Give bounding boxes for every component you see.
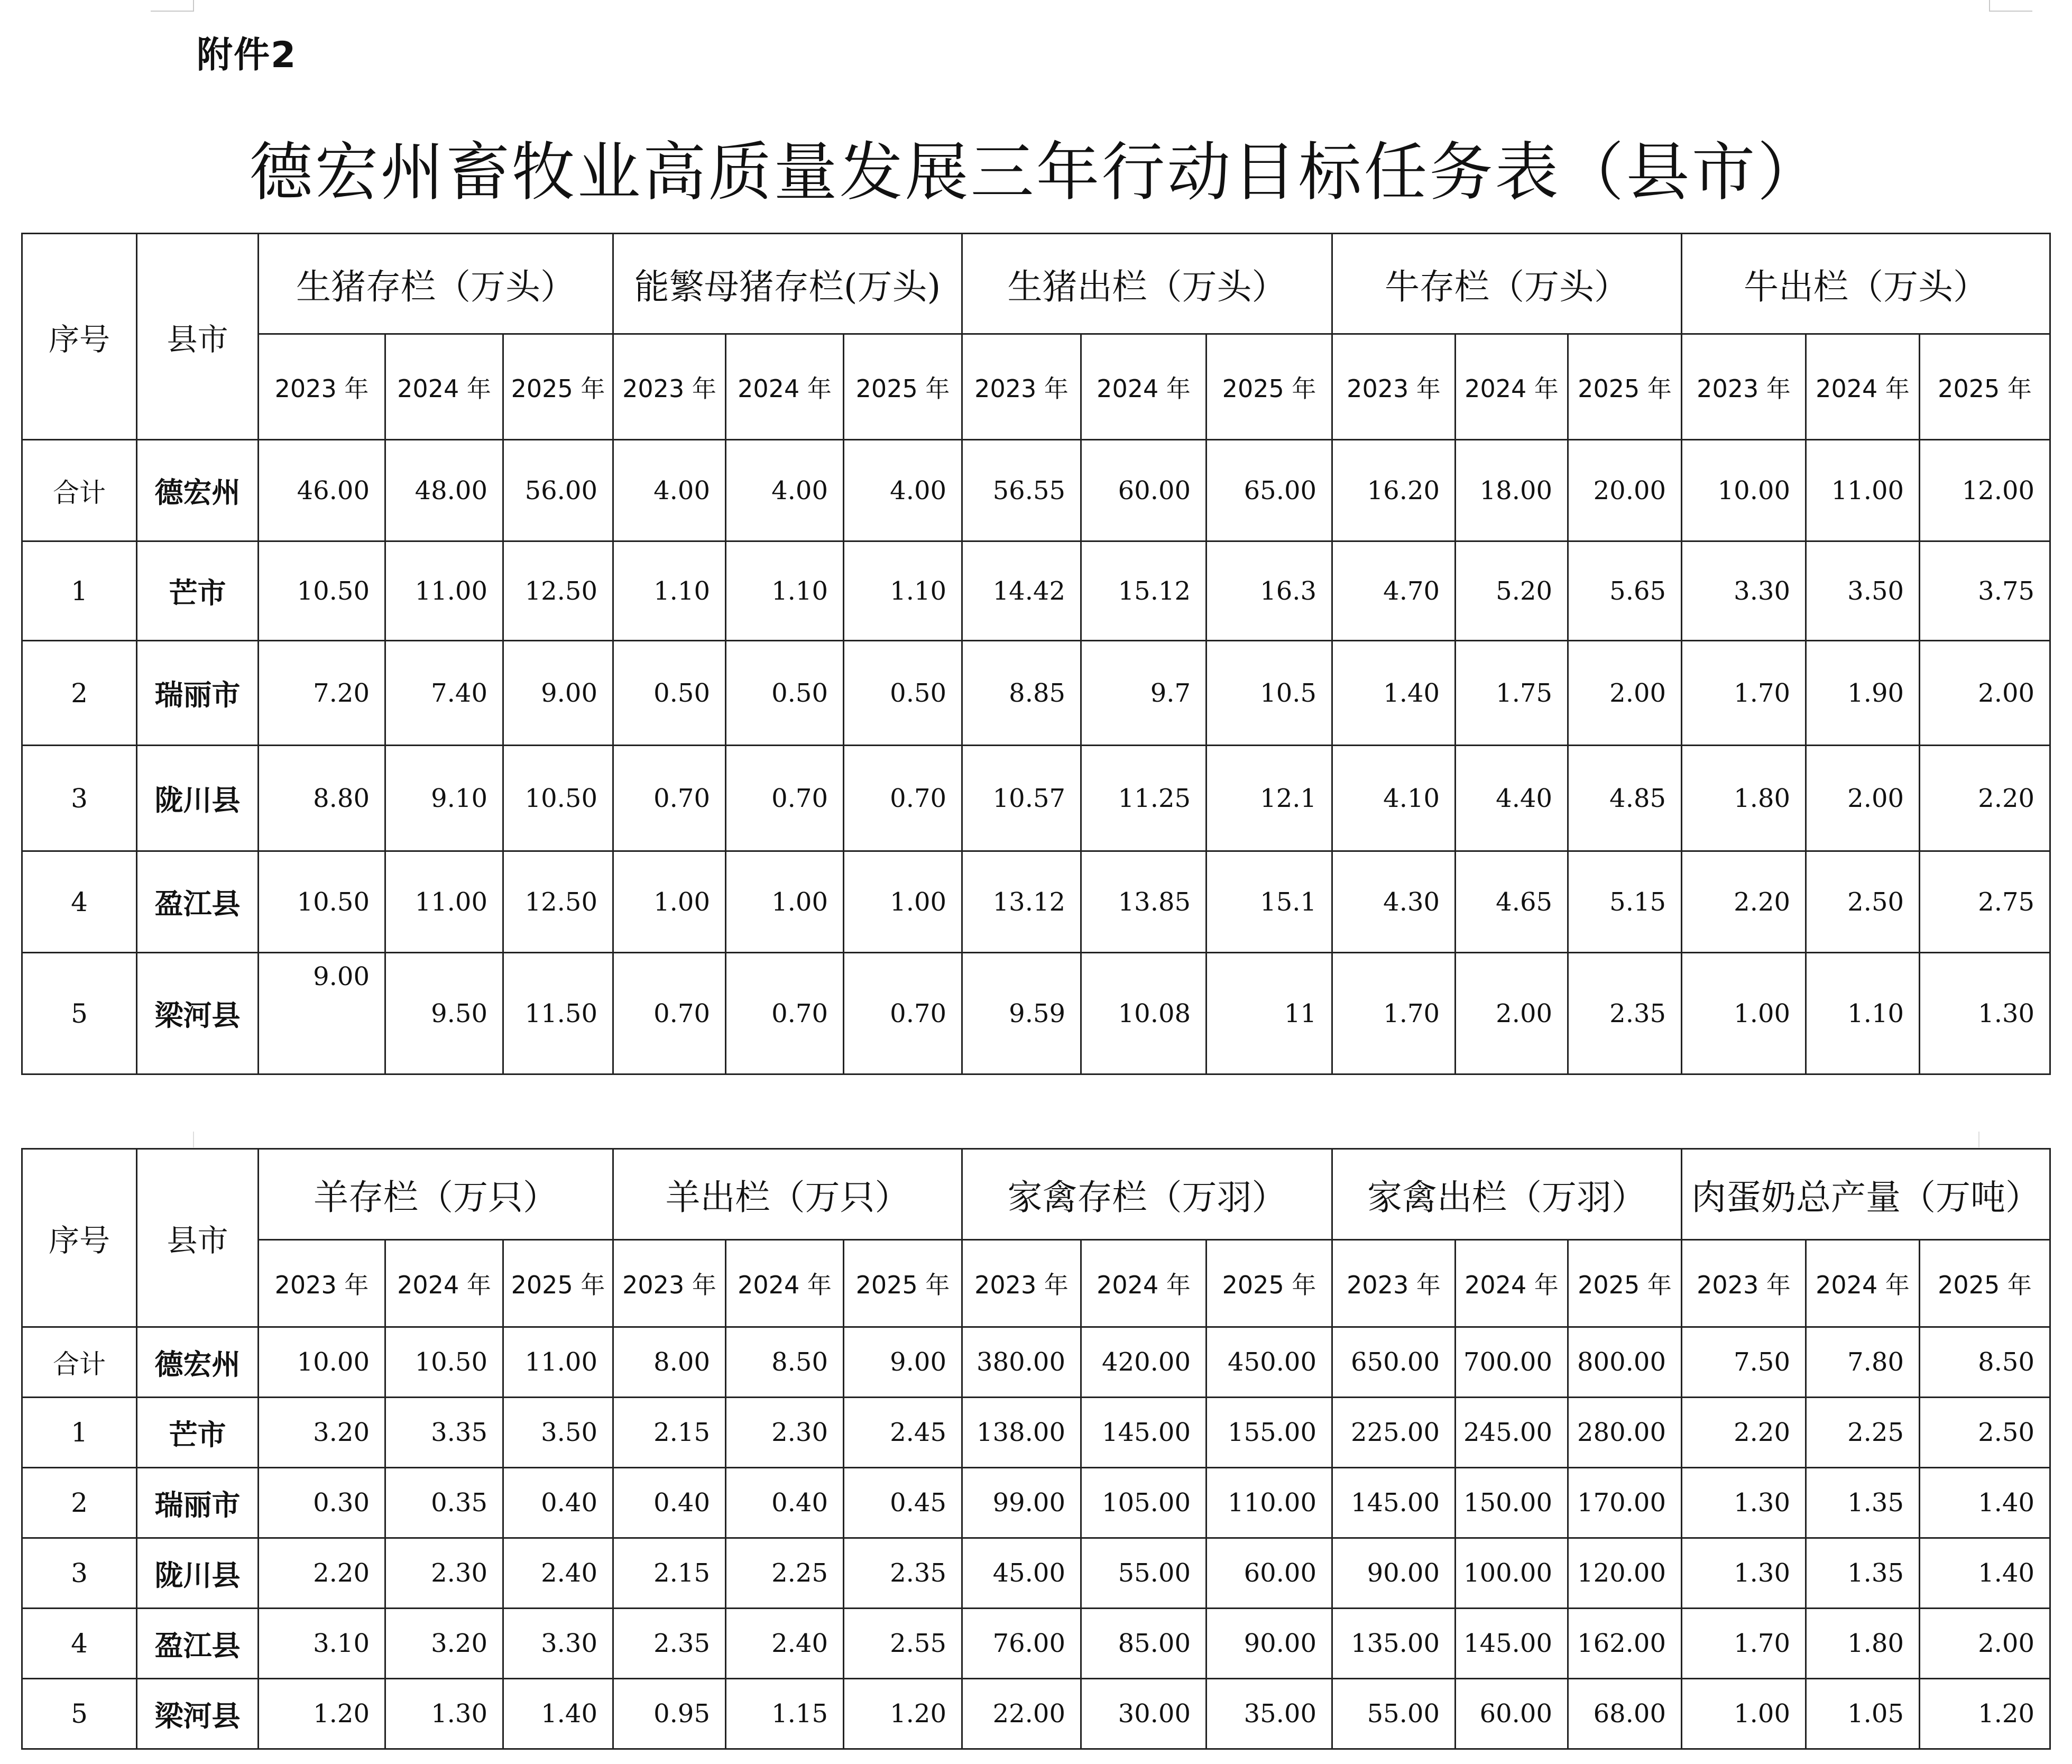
value-cell: 3.35 (385, 1398, 503, 1468)
year-header: 2025 年 (844, 334, 962, 440)
value-cell: 1.10 (726, 541, 844, 641)
value-cell: 1.00 (726, 851, 844, 953)
value-cell: 100.00 (1456, 1538, 1568, 1609)
value-cell: 4.00 (613, 440, 726, 541)
value-cell: 2.50 (1806, 851, 1920, 953)
row-seq: 4 (22, 851, 137, 953)
value-cell: 7.50 (1682, 1327, 1806, 1398)
value-cell: 10.5 (1207, 641, 1332, 746)
value-cell: 8.85 (962, 641, 1081, 746)
value-cell: 60.00 (1081, 440, 1207, 541)
year-header: 2025 年 (1207, 334, 1332, 440)
year-header: 2024 年 (726, 1240, 844, 1327)
table-row (22, 440, 2050, 541)
row-county: 盈江县 (137, 1609, 259, 1679)
indicator-group-header: 牛出栏（万头） (1682, 234, 2050, 334)
value-cell: 90.00 (1332, 1538, 1456, 1609)
value-cell: 1.05 (1806, 1679, 1920, 1749)
page-break-mark (1978, 1132, 1979, 1147)
row-seq: 2 (22, 641, 137, 746)
value-cell: 0.70 (726, 746, 844, 851)
value-cell: 135.00 (1332, 1609, 1456, 1679)
value-cell: 8.80 (259, 746, 385, 851)
table-row (22, 746, 2050, 851)
value-cell: 10.50 (385, 1327, 503, 1398)
value-cell: 10.50 (503, 746, 613, 851)
value-cell: 145.00 (1456, 1609, 1568, 1679)
value-cell: 9.00 (259, 953, 385, 1074)
value-cell: 55.00 (1332, 1679, 1456, 1749)
page-corner-mark (151, 0, 194, 12)
value-cell: 9.00 (503, 641, 613, 746)
table-row (22, 1538, 2050, 1609)
value-cell: 11.25 (1081, 746, 1207, 851)
value-cell: 1.70 (1682, 641, 1806, 746)
value-cell: 11.50 (503, 953, 613, 1074)
value-cell: 1.80 (1682, 746, 1806, 851)
value-cell: 5.20 (1456, 541, 1568, 641)
value-cell: 9.00 (844, 1327, 962, 1398)
value-cell: 2.00 (1920, 641, 2050, 746)
value-cell: 8.50 (1920, 1327, 2050, 1398)
value-cell: 2.35 (613, 1609, 726, 1679)
value-cell: 280.00 (1568, 1398, 1682, 1468)
seq-header: 序号 (22, 234, 137, 440)
value-cell: 800.00 (1568, 1327, 1682, 1398)
value-cell: 1.10 (613, 541, 726, 641)
row-county: 芒市 (137, 541, 259, 641)
value-cell: 13.12 (962, 851, 1081, 953)
value-cell: 0.70 (844, 746, 962, 851)
seq-header: 序号 (22, 1149, 137, 1327)
value-cell: 90.00 (1207, 1609, 1332, 1679)
indicator-group-header: 羊存栏（万只） (259, 1149, 613, 1240)
table-row (22, 1327, 2050, 1398)
indicator-group-header: 家禽存栏（万羽） (962, 1149, 1332, 1240)
value-cell: 45.00 (962, 1538, 1081, 1609)
value-cell: 2.20 (1920, 746, 2050, 851)
year-header: 2024 年 (385, 334, 503, 440)
value-cell: 1.30 (385, 1679, 503, 1749)
year-header: 2024 年 (726, 334, 844, 440)
row-seq: 4 (22, 1609, 137, 1679)
value-cell: 12.50 (503, 541, 613, 641)
value-cell: 1.40 (1920, 1538, 2050, 1609)
value-cell: 0.35 (385, 1468, 503, 1538)
value-cell: 110.00 (1207, 1468, 1332, 1538)
indicator-group-header: 家禽出栏（万羽） (1332, 1149, 1682, 1240)
year-header: 2025 年 (503, 334, 613, 440)
value-cell: 4.70 (1332, 541, 1456, 641)
value-cell: 56.55 (962, 440, 1081, 541)
value-cell: 145.00 (1081, 1398, 1207, 1468)
year-header: 2025 年 (844, 1240, 962, 1327)
value-cell: 12.1 (1207, 746, 1332, 851)
value-cell: 2.00 (1920, 1609, 2050, 1679)
indicator-group-header: 能繁母猪存栏(万头) (613, 234, 962, 334)
row-seq: 5 (22, 1679, 137, 1749)
target-table-sheep-poultry (21, 1148, 2051, 1750)
value-cell: 1.40 (1332, 641, 1456, 746)
value-cell: 380.00 (962, 1327, 1081, 1398)
year-header: 2025 年 (1920, 1240, 2050, 1327)
year-header: 2023 年 (259, 1240, 385, 1327)
value-cell: 0.40 (613, 1468, 726, 1538)
value-cell: 1.70 (1682, 1609, 1806, 1679)
value-cell: 0.70 (613, 746, 726, 851)
value-cell: 12.00 (1920, 440, 2050, 541)
value-cell: 8.00 (613, 1327, 726, 1398)
value-cell: 155.00 (1207, 1398, 1332, 1468)
value-cell: 16.3 (1207, 541, 1332, 641)
value-cell: 1.80 (1806, 1609, 1920, 1679)
value-cell: 7.20 (259, 641, 385, 746)
value-cell: 22.00 (962, 1679, 1081, 1749)
row-county: 德宏州 (137, 440, 259, 541)
value-cell: 2.20 (259, 1538, 385, 1609)
year-header: 2024 年 (1456, 1240, 1568, 1327)
value-cell: 0.70 (726, 953, 844, 1074)
row-county: 盈江县 (137, 851, 259, 953)
row-seq: 合计 (22, 440, 137, 541)
value-cell: 9.7 (1081, 641, 1207, 746)
value-cell: 2.30 (726, 1398, 844, 1468)
page-corner-mark (1989, 0, 2032, 12)
year-header: 2025 年 (1568, 334, 1682, 440)
value-cell: 2.20 (1682, 1398, 1806, 1468)
value-cell: 9.50 (385, 953, 503, 1074)
value-cell: 650.00 (1332, 1327, 1456, 1398)
row-county: 芒市 (137, 1398, 259, 1468)
year-header: 2023 年 (613, 334, 726, 440)
value-cell: 10.00 (1682, 440, 1806, 541)
row-county: 陇川县 (137, 1538, 259, 1609)
row-county: 瑞丽市 (137, 1468, 259, 1538)
target-table-livestock (21, 233, 2051, 1075)
value-cell: 4.10 (1332, 746, 1456, 851)
value-cell: 1.20 (844, 1679, 962, 1749)
year-header: 2023 年 (962, 1240, 1081, 1327)
value-cell: 0.70 (613, 953, 726, 1074)
indicator-group-header: 生猪存栏（万头） (259, 234, 613, 334)
table-row (22, 1398, 2050, 1468)
value-cell: 0.95 (613, 1679, 726, 1749)
value-cell: 450.00 (1207, 1327, 1332, 1398)
value-cell: 4.00 (726, 440, 844, 541)
year-header: 2023 年 (962, 334, 1081, 440)
value-cell: 20.00 (1568, 440, 1682, 541)
value-cell: 30.00 (1081, 1679, 1207, 1749)
value-cell: 2.15 (613, 1398, 726, 1468)
value-cell: 11.00 (385, 541, 503, 641)
value-cell: 1.00 (613, 851, 726, 953)
row-county: 德宏州 (137, 1327, 259, 1398)
row-seq: 2 (22, 1468, 137, 1538)
value-cell: 76.00 (962, 1609, 1081, 1679)
value-cell: 4.85 (1568, 746, 1682, 851)
value-cell: 700.00 (1456, 1327, 1568, 1398)
value-cell: 420.00 (1081, 1327, 1207, 1398)
year-header: 2024 年 (1081, 334, 1207, 440)
county-header: 县市 (137, 234, 259, 440)
year-header: 2024 年 (1456, 334, 1568, 440)
value-cell: 1.35 (1806, 1468, 1920, 1538)
value-cell: 3.20 (385, 1609, 503, 1679)
year-header: 2024 年 (1806, 334, 1920, 440)
value-cell: 150.00 (1456, 1468, 1568, 1538)
value-cell: 7.80 (1806, 1327, 1920, 1398)
attachment-label: 附件2 (197, 34, 297, 76)
value-cell: 2.25 (1806, 1398, 1920, 1468)
year-header-row (22, 334, 2050, 440)
year-header: 2023 年 (259, 334, 385, 440)
value-cell: 1.00 (1682, 1679, 1806, 1749)
year-header: 2023 年 (1332, 334, 1456, 440)
value-cell: 105.00 (1081, 1468, 1207, 1538)
value-cell: 0.40 (726, 1468, 844, 1538)
row-seq: 5 (22, 953, 137, 1074)
value-cell: 3.20 (259, 1398, 385, 1468)
value-cell: 56.00 (503, 440, 613, 541)
value-cell: 245.00 (1456, 1398, 1568, 1468)
row-seq: 1 (22, 1398, 137, 1468)
value-cell: 0.50 (726, 641, 844, 746)
value-cell: 10.00 (259, 1327, 385, 1398)
value-cell: 1.35 (1806, 1538, 1920, 1609)
indicator-group-header: 牛存栏（万头） (1332, 234, 1682, 334)
value-cell: 0.50 (613, 641, 726, 746)
table-row (22, 1679, 2050, 1749)
value-cell: 3.75 (1920, 541, 2050, 641)
value-cell: 1.70 (1332, 953, 1456, 1074)
value-cell: 225.00 (1332, 1398, 1456, 1468)
value-cell: 138.00 (962, 1398, 1081, 1468)
year-header: 2025 年 (1568, 1240, 1682, 1327)
value-cell: 0.30 (259, 1468, 385, 1538)
value-cell: 2.20 (1682, 851, 1806, 953)
county-header: 县市 (137, 1149, 259, 1327)
value-cell: 11.00 (385, 851, 503, 953)
row-seq: 合计 (22, 1327, 137, 1398)
value-cell: 5.65 (1568, 541, 1682, 641)
value-cell: 1.20 (259, 1679, 385, 1749)
value-cell: 60.00 (1456, 1679, 1568, 1749)
value-cell: 0.50 (844, 641, 962, 746)
value-cell: 3.50 (503, 1398, 613, 1468)
value-cell: 15.1 (1207, 851, 1332, 953)
year-header: 2023 年 (1332, 1240, 1456, 1327)
value-cell: 1.40 (503, 1679, 613, 1749)
value-cell: 0.45 (844, 1468, 962, 1538)
table-row (22, 541, 2050, 641)
value-cell: 3.30 (503, 1609, 613, 1679)
value-cell: 2.30 (385, 1538, 503, 1609)
table-row (22, 1468, 2050, 1538)
value-cell: 12.50 (503, 851, 613, 953)
value-cell: 85.00 (1081, 1609, 1207, 1679)
value-cell: 1.00 (844, 851, 962, 953)
row-county: 瑞丽市 (137, 641, 259, 746)
year-header: 2025 年 (503, 1240, 613, 1327)
row-county: 梁河县 (137, 953, 259, 1074)
value-cell: 48.00 (385, 440, 503, 541)
value-cell: 8.50 (726, 1327, 844, 1398)
year-header: 2025 年 (1920, 334, 2050, 440)
value-cell: 0.70 (844, 953, 962, 1074)
value-cell: 2.45 (844, 1398, 962, 1468)
value-cell: 2.00 (1456, 953, 1568, 1074)
indicator-group-header: 肉蛋奶总产量（万吨） (1682, 1149, 2050, 1240)
year-header: 2024 年 (385, 1240, 503, 1327)
value-cell: 2.40 (726, 1609, 844, 1679)
value-cell: 2.40 (503, 1538, 613, 1609)
year-header: 2024 年 (1806, 1240, 1920, 1327)
value-cell: 1.30 (1920, 953, 2050, 1074)
header-row (22, 1149, 2050, 1240)
value-cell: 10.08 (1081, 953, 1207, 1074)
value-cell: 1.00 (1682, 953, 1806, 1074)
value-cell: 2.15 (613, 1538, 726, 1609)
value-cell: 11.00 (1806, 440, 1920, 541)
header-row (22, 234, 2050, 334)
value-cell: 4.30 (1332, 851, 1456, 953)
indicator-group-header: 羊出栏（万只） (613, 1149, 962, 1240)
value-cell: 1.20 (1920, 1679, 2050, 1749)
value-cell: 35.00 (1207, 1679, 1332, 1749)
value-cell: 4.40 (1456, 746, 1568, 851)
value-cell: 4.00 (844, 440, 962, 541)
table-row (22, 641, 2050, 746)
value-cell: 1.10 (844, 541, 962, 641)
value-cell: 2.25 (726, 1538, 844, 1609)
value-cell: 1.15 (726, 1679, 844, 1749)
indicator-group-header: 生猪出栏（万头） (962, 234, 1332, 334)
value-cell: 55.00 (1081, 1538, 1207, 1609)
value-cell: 1.90 (1806, 641, 1920, 746)
value-cell: 9.10 (385, 746, 503, 851)
value-cell: 2.35 (1568, 953, 1682, 1074)
table-row (22, 953, 2050, 1074)
value-cell: 3.10 (259, 1609, 385, 1679)
value-cell: 14.42 (962, 541, 1081, 641)
page-break-mark (193, 1132, 194, 1147)
document-title: 德宏州畜牧业高质量发展三年行动目标任务表（县市） (249, 136, 1823, 209)
value-cell: 1.30 (1682, 1468, 1806, 1538)
value-cell: 5.15 (1568, 851, 1682, 953)
value-cell: 2.50 (1920, 1398, 2050, 1468)
value-cell: 2.00 (1568, 641, 1682, 746)
table-row (22, 1609, 2050, 1679)
value-cell: 170.00 (1568, 1468, 1682, 1538)
row-county: 陇川县 (137, 746, 259, 851)
value-cell: 2.75 (1920, 851, 2050, 953)
value-cell: 11 (1207, 953, 1332, 1074)
value-cell: 60.00 (1207, 1538, 1332, 1609)
year-header-row (22, 1240, 2050, 1327)
row-seq: 3 (22, 1538, 137, 1609)
value-cell: 1.30 (1682, 1538, 1806, 1609)
value-cell: 2.00 (1806, 746, 1920, 851)
row-county: 梁河县 (137, 1679, 259, 1749)
value-cell: 120.00 (1568, 1538, 1682, 1609)
value-cell: 3.30 (1682, 541, 1806, 641)
value-cell: 2.35 (844, 1538, 962, 1609)
value-cell: 16.20 (1332, 440, 1456, 541)
value-cell: 0.40 (503, 1468, 613, 1538)
value-cell: 68.00 (1568, 1679, 1682, 1749)
year-header: 2023 年 (1682, 1240, 1806, 1327)
value-cell: 4.65 (1456, 851, 1568, 953)
value-cell: 162.00 (1568, 1609, 1682, 1679)
value-cell: 10.50 (259, 851, 385, 953)
year-header: 2024 年 (1081, 1240, 1207, 1327)
year-header: 2023 年 (1682, 334, 1806, 440)
year-header: 2023 年 (613, 1240, 726, 1327)
table-row (22, 851, 2050, 953)
row-seq: 3 (22, 746, 137, 851)
value-cell: 18.00 (1456, 440, 1568, 541)
value-cell: 15.12 (1081, 541, 1207, 641)
value-cell: 7.40 (385, 641, 503, 746)
value-cell: 10.57 (962, 746, 1081, 851)
row-seq: 1 (22, 541, 137, 641)
value-cell: 65.00 (1207, 440, 1332, 541)
value-cell: 99.00 (962, 1468, 1081, 1538)
value-cell: 10.50 (259, 541, 385, 641)
value-cell: 11.00 (503, 1327, 613, 1398)
value-cell: 46.00 (259, 440, 385, 541)
value-cell: 1.40 (1920, 1468, 2050, 1538)
value-cell: 1.10 (1806, 953, 1920, 1074)
value-cell: 3.50 (1806, 541, 1920, 641)
value-cell: 145.00 (1332, 1468, 1456, 1538)
value-cell: 1.75 (1456, 641, 1568, 746)
value-cell: 13.85 (1081, 851, 1207, 953)
value-cell: 9.59 (962, 953, 1081, 1074)
year-header: 2025 年 (1207, 1240, 1332, 1327)
value-cell: 2.55 (844, 1609, 962, 1679)
